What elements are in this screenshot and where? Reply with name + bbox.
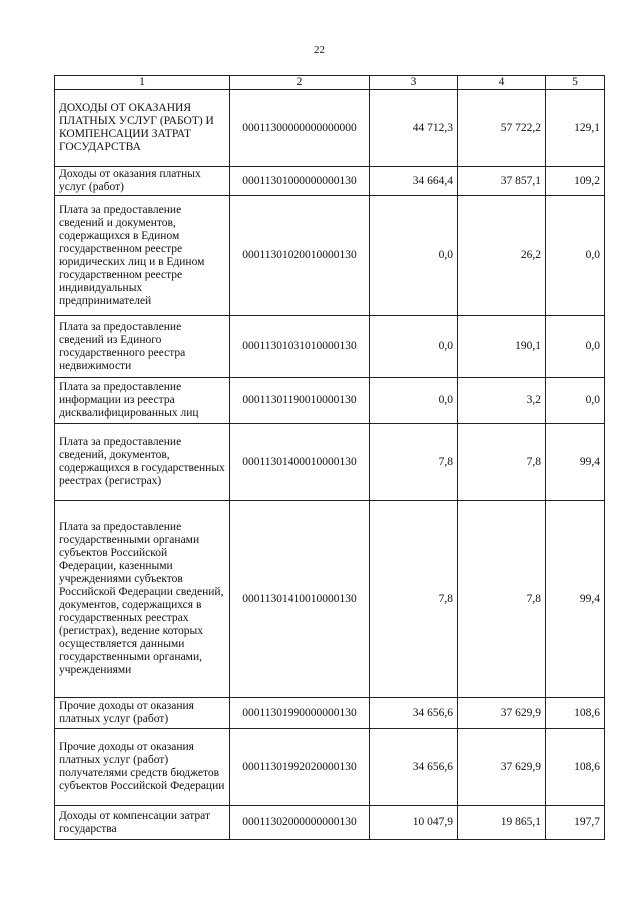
row-name-cell: ДОХОДЫ ОТ ОКАЗАНИЯ ПЛАТНЫХ УСЛУГ (РАБОТ) И КОМПЕНСАЦИИ ЗАТРАТ ГОСУДАРСТВА — [55, 90, 230, 167]
table-row — [55, 196, 605, 316]
row-value-col3: 44 712,3 — [370, 90, 458, 167]
table-row — [55, 316, 605, 378]
row-code-cell: 00011300000000000000 — [230, 90, 370, 167]
row-code-cell: 00011301000000000130 — [230, 167, 370, 196]
table-row — [55, 698, 605, 729]
table-row — [55, 90, 605, 167]
row-value-col5: 0,0 — [546, 378, 605, 424]
row-code-cell: 00011302000000000130 — [230, 806, 370, 840]
row-value-col3: 10 047,9 — [370, 806, 458, 840]
row-value-col5: 0,0 — [546, 196, 605, 316]
row-value-col5: 0,0 — [546, 316, 605, 378]
page-number: 22 — [314, 44, 325, 56]
row-value-col3: 7,8 — [370, 501, 458, 698]
row-code-cell: 00011301031010000130 — [230, 316, 370, 378]
row-code-cell: 00011301990000000130 — [230, 698, 370, 729]
column-header: 5 — [546, 76, 605, 90]
column-header: 1 — [55, 76, 230, 90]
row-value-col4: 19 865,1 — [458, 806, 546, 840]
row-value-col3: 0,0 — [370, 316, 458, 378]
row-value-col5: 108,6 — [546, 729, 605, 806]
column-header: 3 — [370, 76, 458, 90]
row-code-cell: 00011301190010000130 — [230, 378, 370, 424]
row-name-cell: Плата за предоставление государственными органами субъектов Российской Федерации, казенными учреждениями субъектов Российской Федерации сведений, документов, содержащихся в государственных реестрах (регистрах), ведение которых осуществляется данными государственными органами, учреждениями — [55, 501, 230, 698]
row-value-col4: 7,8 — [458, 424, 546, 501]
row-value-col3: 0,0 — [370, 378, 458, 424]
row-value-col3: 34 656,6 — [370, 729, 458, 806]
row-value-col4: 37 629,9 — [458, 729, 546, 806]
table-row — [55, 167, 605, 196]
row-value-col4: 3,2 — [458, 378, 546, 424]
table-row — [55, 501, 605, 698]
row-value-col3: 0,0 — [370, 196, 458, 316]
table-row — [55, 424, 605, 501]
row-name-cell: Доходы от оказания платных услуг (работ) — [55, 167, 230, 196]
row-value-col5: 197,7 — [546, 806, 605, 840]
table-row — [55, 729, 605, 806]
row-value-col3: 34 664,4 — [370, 167, 458, 196]
row-value-col5: 129,1 — [546, 90, 605, 167]
row-name-cell: Прочие доходы от оказания платных услуг (работ) — [55, 698, 230, 729]
header-row — [55, 76, 605, 90]
row-value-col4: 26,2 — [458, 196, 546, 316]
budget-table — [54, 75, 605, 840]
row-value-col3: 7,8 — [370, 424, 458, 501]
row-name-cell: Плата за предоставление информации из реестра дисквалифицированных лиц — [55, 378, 230, 424]
row-code-cell: 00011301992020000130 — [230, 729, 370, 806]
row-code-cell: 00011301410010000130 — [230, 501, 370, 698]
row-value-col5: 108,6 — [546, 698, 605, 729]
row-value-col4: 57 722,2 — [458, 90, 546, 167]
table-row — [55, 378, 605, 424]
row-value-col5: 109,2 — [546, 167, 605, 196]
table-row — [55, 806, 605, 840]
row-name-cell: Плата за предоставление сведений из Единого государственного реестра недвижимости — [55, 316, 230, 378]
row-value-col4: 7,8 — [458, 501, 546, 698]
column-header: 4 — [458, 76, 546, 90]
row-value-col4: 37 629,9 — [458, 698, 546, 729]
row-name-cell: Прочие доходы от оказания платных услуг (работ) получателями средств бюджетов субъектов Российской Федерации — [55, 729, 230, 806]
row-code-cell: 00011301400010000130 — [230, 424, 370, 501]
row-value-col5: 99,4 — [546, 424, 605, 501]
row-value-col4: 37 857,1 — [458, 167, 546, 196]
row-name-cell: Плата за предоставление сведений и документов, содержащихся в Едином государственном реестре юридических лиц и в Едином государственном реестре индивидуальных предпринимателей — [55, 196, 230, 316]
row-code-cell: 00011301020010000130 — [230, 196, 370, 316]
column-header: 2 — [230, 76, 370, 90]
row-name-cell: Доходы от компенсации затрат государства — [55, 806, 230, 840]
row-value-col4: 190,1 — [458, 316, 546, 378]
row-value-col3: 34 656,6 — [370, 698, 458, 729]
row-value-col5: 99,4 — [546, 501, 605, 698]
row-name-cell: Плата за предоставление сведений, документов, содержащихся в государственных реестрах (регистрах) — [55, 424, 230, 501]
